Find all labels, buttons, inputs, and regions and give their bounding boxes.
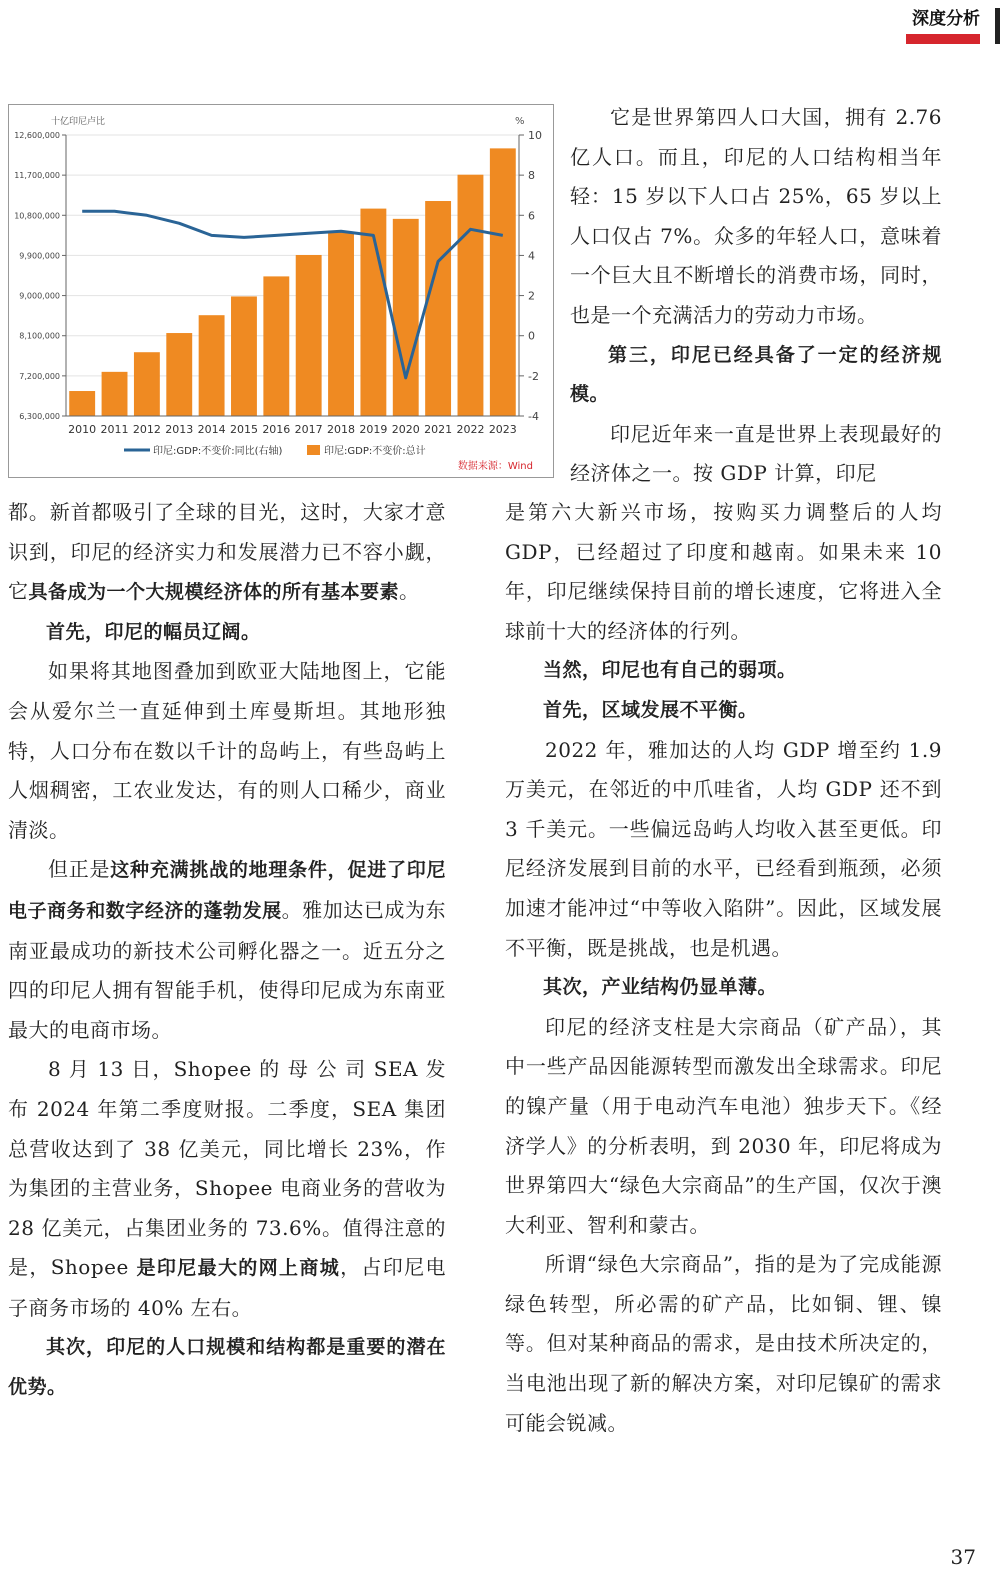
x-tick-label: 2020	[391, 423, 420, 436]
bar	[166, 333, 192, 416]
legend-line-label: 印尼:GDP:不变价:同比(右轴)	[153, 446, 283, 457]
bar	[134, 352, 160, 416]
paragraph: 印尼近年来一直是世界上表现最好的经济体之一。按 GDP 计算，印尼	[570, 421, 942, 486]
left-column	[8, 493, 446, 1408]
left-tick-label: 12,600,000	[14, 131, 60, 140]
x-tick-label: 2014	[197, 423, 226, 436]
x-tick-label: 2013	[165, 423, 194, 436]
paragraph: 所谓“绿色大宗商品”，指的是为了完成能源绿色转型，所必需的矿产品，比如铜、锂、镍等。但对某种商品的需求，是由技术所决定的，当电池出现了新的解决方案，对印尼镍矿的需求可能会锐减。	[505, 1252, 942, 1435]
x-tick-label: 2011	[100, 423, 129, 436]
left-tick-label: 10,800,000	[14, 211, 60, 221]
x-tick-label: 2012	[132, 423, 161, 436]
paragraph: 是第六大新兴市场，按购买力调整后的人均 GDP，已经超过了印度和越南。如果未来 10 年，印尼继续保持目前的增长速度，它将进入全球前十大的经济体的行列。	[505, 500, 942, 643]
paragraph: 它是世界第四人口大国，拥有 2.76 亿人口。而且，印尼的人口结构相当年轻：15 岁以下人口占 25%，65 岁以上人口仅占 7%。众多的年轻人口，意味着一个巨大且不断增长的消费市场，同时，也是一个充满活力的劳动力市场。	[570, 105, 942, 327]
right-tick-label: 8	[528, 169, 535, 183]
subheading: 首先，区域发展不平衡。	[543, 698, 758, 721]
text-run: 但正是	[48, 857, 111, 882]
text-run: 都。新首都吸引了全球的目光，这时，大家才意识到，印尼的经济实力和发展潜力已不容小觑，它	[8, 500, 446, 604]
legend-bar-swatch	[307, 445, 320, 455]
x-tick-label: 2016	[262, 423, 291, 436]
paragraph	[8, 493, 446, 613]
left-axis-unit: 十亿印尼卢比	[51, 117, 106, 127]
bar	[231, 296, 257, 416]
subheading: 首先，印尼的幅员辽阔。	[46, 620, 261, 643]
paragraph	[8, 1050, 446, 1328]
text-run: 。	[399, 579, 420, 604]
x-tick-label: 2021	[424, 423, 453, 436]
bar	[263, 276, 289, 416]
bar	[458, 175, 484, 416]
bar	[425, 201, 451, 416]
paragraph: 如果将其地图叠加到欧亚大陆地图上，它能会从爱尔兰一直延伸到土库曼斯坦。其地形独特，人口分布在数以千计的岛屿上，有些岛屿上人烟稠密，工农业发达，有的则人口稀少，商业清淡。	[8, 659, 446, 842]
subheading: 当然，印尼也有自己的弱项。	[543, 659, 797, 682]
paragraph: 印尼的经济支柱是大宗商品（矿产品），其中一些产品因能源转型而激发出全球需求。印尼的镍产量（用于电动汽车电池）独步天下。《经济学人》的分析表明，到 2030 年，印尼将成为世界第四大“绿色大宗商品”的生产国，仅次于澳大利亚、智利和蒙古。	[505, 1014, 942, 1237]
right-tick-label: -4	[528, 410, 539, 423]
text-run: ，占印尼电子商务市场的 40% 左右。	[8, 1255, 446, 1320]
legend	[124, 444, 426, 457]
page-number: 37	[950, 1545, 976, 1569]
bar	[199, 315, 225, 416]
right-column-bottom	[505, 493, 942, 1443]
right-tick-label: 6	[528, 209, 535, 223]
section-accent-bar	[906, 34, 980, 44]
bar	[296, 255, 322, 416]
chart-source: 数据来源：Wind	[457, 461, 533, 472]
gdp-chart	[8, 104, 554, 478]
bar	[490, 148, 516, 416]
bar	[102, 372, 128, 416]
emphasis-text: 这种充满挑战的地理条件，促进了印尼电子商务和数字经济的蓬勃发展	[8, 859, 446, 922]
left-tick-label: 7,200,000	[19, 371, 60, 381]
right-axis-unit: %	[515, 116, 525, 127]
gdp-chart-svg	[9, 105, 553, 477]
right-tick-label: -2	[528, 369, 539, 383]
right-tick-label: 10	[528, 129, 542, 142]
bar	[393, 219, 419, 416]
left-tick-label: 9,000,000	[19, 291, 60, 301]
emphasis-text: 是印尼最大的网上商城	[136, 1257, 341, 1280]
paragraph	[8, 850, 446, 1050]
subheading: 其次，产业结构仍显单薄。	[543, 976, 778, 999]
left-tick-label: 9,900,000	[19, 251, 60, 261]
x-tick-label: 2018	[327, 423, 356, 436]
text-run: 8 月 13 日，Shopee 的 母 公 司 SEA 发 布 2024 年第二季度财报。二季度，SEA 集团总营收达到了 38 亿美元，同比增长 23%，作为集团的主营业务，Shopee 电商业务的营收为 28 亿美元，占集团业务的 73.6%。值得注意的是，Shopee	[8, 1057, 446, 1280]
legend-bar-label: 印尼:GDP:不变价:总计	[324, 446, 426, 457]
left-tick-label: 11,700,000	[14, 171, 60, 181]
right-tick-label: 0	[528, 329, 535, 343]
left-tick-label: 8,100,000	[19, 331, 60, 341]
bar	[69, 391, 95, 416]
emphasis-text: 具备成为一个大规模经济体的所有基本要素	[28, 581, 400, 604]
left-tick-label: 6,300,000	[19, 412, 60, 421]
paragraph: 2022 年，雅加达的人均 GDP 增至约 1.9 万美元，在邻近的中爪哇省，人均 GDP 还不到 3 千美元。一些偏远岛屿人均收入甚至更低。印尼经济发展到目前的水平，已经看到瓶颈，必须加速才能冲过“中等收入陷阱”。因此，区域发展不平衡，既是挑战，也是机遇。	[505, 737, 942, 960]
section-label: 深度分析	[912, 9, 980, 29]
section-divider	[995, 8, 1000, 44]
text-run: 。雅加达已成为东南亚最成功的新技术公司孵化器之一。近五分之四的印尼人拥有智能手机，使得印尼成为东南亚最大的电商市场。	[8, 897, 446, 1042]
subheading: 第三，印尼已经具备了一定的经济规模。	[570, 343, 942, 406]
x-tick-label: 2023	[488, 423, 517, 436]
right-tick-label: 4	[528, 249, 535, 263]
right-column-top	[570, 98, 942, 494]
x-tick-label: 2019	[359, 423, 388, 436]
subheading: 其次，印尼的人口规模和结构都是重要的潜在优势。	[8, 1336, 446, 1399]
x-tick-label: 2010	[68, 423, 97, 436]
bar	[328, 232, 354, 416]
x-tick-label: 2017	[294, 423, 323, 436]
x-tick-label: 2015	[229, 423, 258, 436]
right-tick-label: 2	[528, 289, 535, 303]
x-tick-label: 2022	[456, 423, 485, 436]
